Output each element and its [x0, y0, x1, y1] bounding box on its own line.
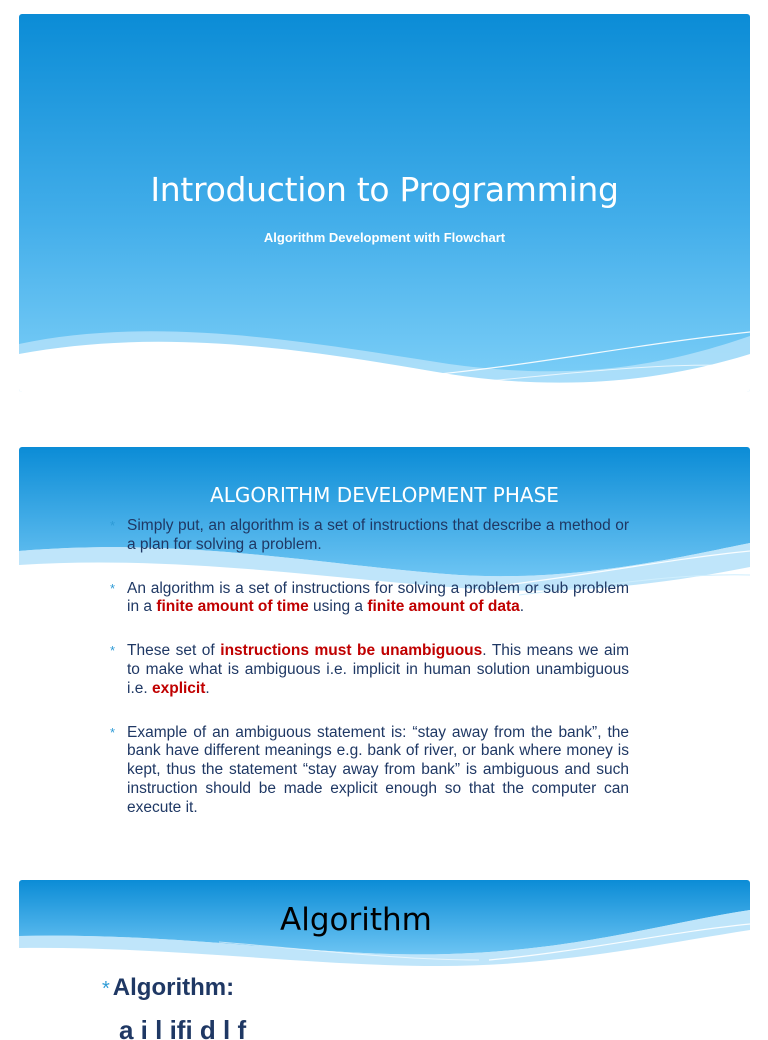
bullet-text: Example of an ambiguous statement is: “stay away from the bank”, the bank have different meanings e.g. bank of river, or bank where money is kept, thus the statement “stay away from bank” is ambiguous and such instruction should be made explicit enough so that the computer can execute it. [127, 723, 629, 816]
algorithm-development-slide [19, 447, 750, 845]
bullet-text: . [519, 598, 525, 616]
bullet-item [110, 517, 629, 555]
asterisk-bullet-icon: * [110, 724, 116, 740]
bullet-list [110, 517, 629, 843]
asterisk-bullet-icon: * [110, 580, 116, 596]
slide-heading: Algorithm [280, 902, 432, 938]
bullet-item [110, 579, 629, 618]
cut-off-text: a i l ifi d l f [119, 1015, 247, 1040]
emphasis-text: finite amount of data [367, 598, 520, 616]
algorithm-slide [19, 880, 750, 1040]
bullet-text: These set of [127, 642, 221, 660]
bullet-text: . [205, 679, 210, 697]
bullet-text: Simply put, an algorithm is a set of instructions that describe a method or a plan for solving a problem. [127, 517, 629, 553]
emphasis-text: explicit [151, 679, 206, 697]
slide-subtitle: Algorithm Development with Flowchart [263, 230, 506, 245]
title-slide [19, 14, 750, 392]
algorithm-label [102, 974, 234, 1002]
bullet-text: using a [308, 598, 368, 616]
bullet-item [110, 723, 629, 818]
algorithm-label-text: Algorithm: [112, 974, 235, 1001]
emphasis-text: finite amount of time [156, 598, 309, 616]
bullet-text: An algorithm is a set of instructions for solving a problem or sub problem in a [127, 579, 629, 616]
slide-heading: ALGORITHM DEVELOPMENT PHASE [210, 483, 559, 507]
asterisk-bullet-icon: * [110, 518, 116, 533]
asterisk-bullet-icon: * [102, 978, 110, 1000]
bullet-text: . This means we aim to make what is ambiguous i.e. implicit in human solution unambiguous i.e. [127, 642, 629, 697]
emphasis-text: instructions must be unambiguous [220, 642, 483, 660]
slide-title: Introduction to Programming [150, 170, 619, 209]
bullet-item [110, 642, 629, 698]
asterisk-bullet-icon: * [110, 643, 116, 659]
